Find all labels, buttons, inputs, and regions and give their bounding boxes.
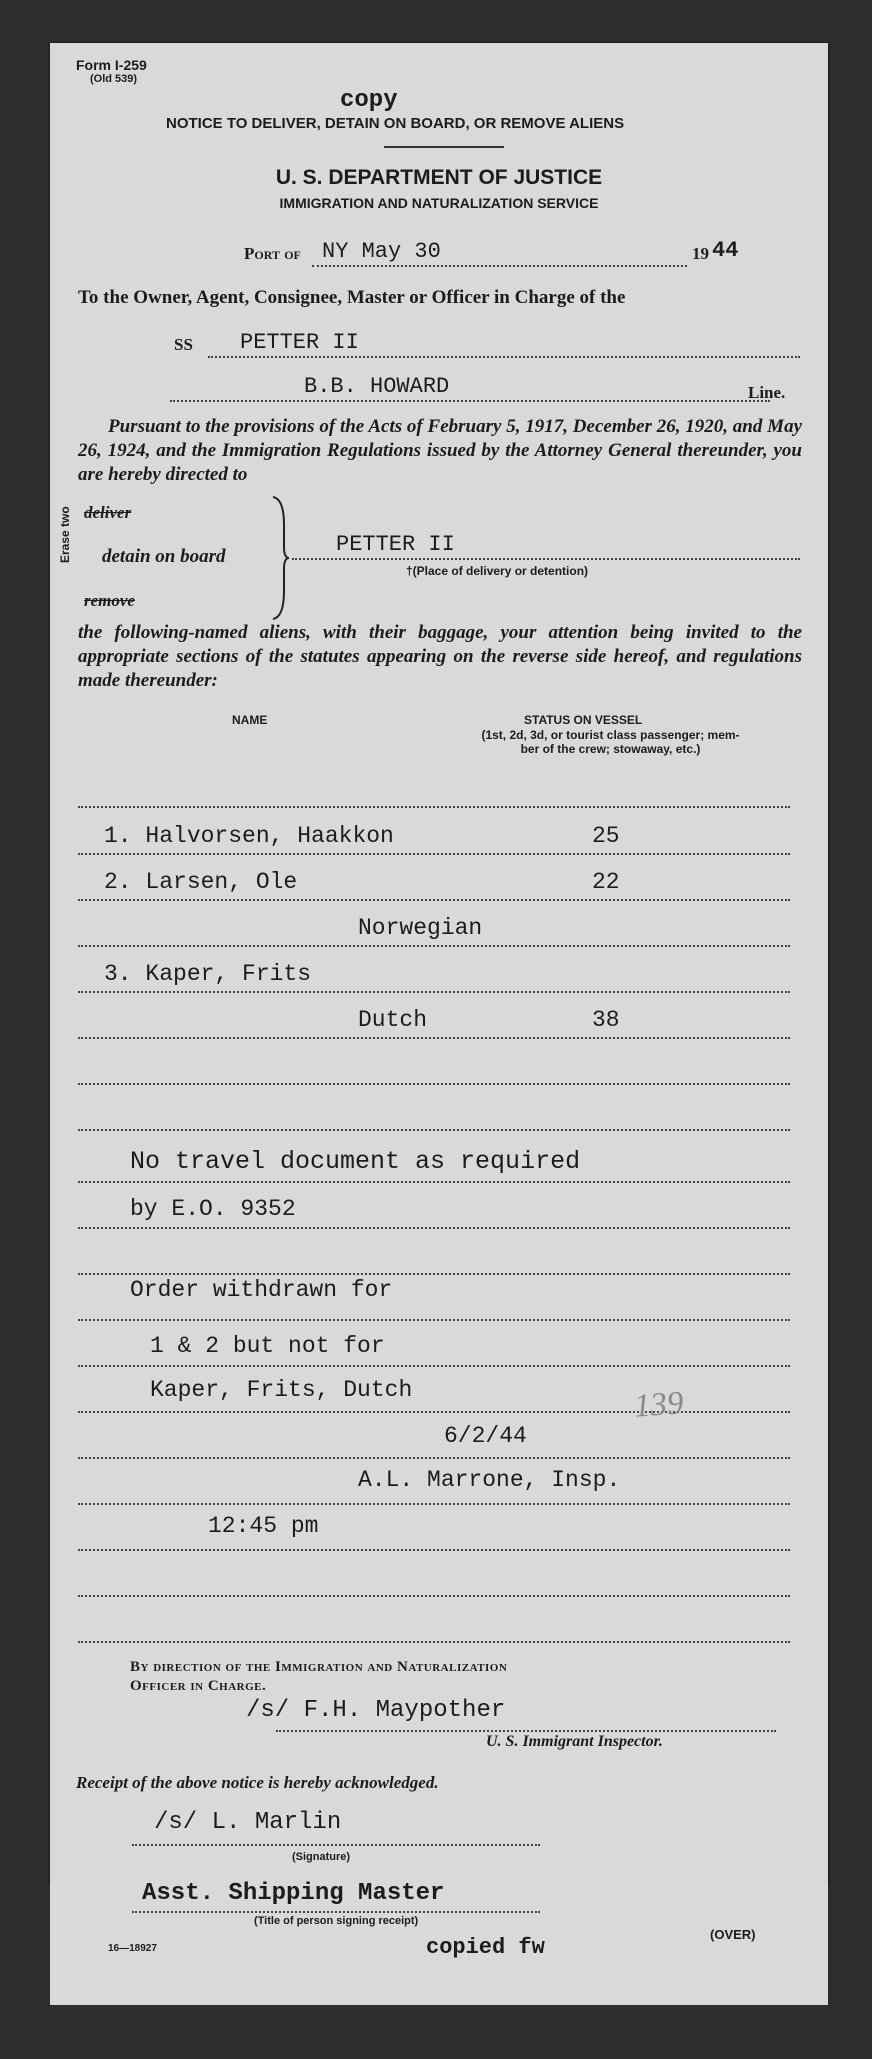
erase-two-label: Erase two [58, 506, 72, 563]
receipt-signature: /s/ L. Marlin [154, 1809, 342, 1836]
entry-1-age: 25 [592, 823, 620, 849]
department-name: U. S. DEPARTMENT OF JUSTICE [275, 166, 603, 189]
ss-label: SS [174, 335, 193, 354]
service-name: IMMIGRATION AND NATURALIZATION SERVICE [279, 195, 599, 211]
receipt-title: Asst. Shipping Master [142, 1880, 445, 1907]
direction-line-2: Officer in Charge. [130, 1678, 267, 1694]
form-number: Form I-259 [76, 57, 147, 73]
copied-note: copied fw [426, 1935, 545, 1960]
addressee-line: To the Owner, Agent, Consignee, Master or Officer in Charge of the [78, 287, 626, 308]
remark-5: Kaper, Frits, Dutch [150, 1377, 413, 1403]
remark-2: by E.O. 9352 [130, 1196, 296, 1222]
receipt-title-caption: (Title of person signing receipt) [254, 1915, 419, 1927]
signature-caption: (Signature) [292, 1851, 351, 1863]
year-prefix: 19 [692, 244, 709, 263]
entry-2-name: 2. Larsen, Ole [104, 869, 298, 895]
entry-3-age: 38 [592, 1007, 620, 1033]
receipt-acknowledgment: Receipt of the above notice is hereby acknowledged. [76, 1773, 439, 1792]
place-caption: †(Place of delivery or detention) [406, 564, 589, 578]
place-value: PETTER II [336, 532, 455, 557]
following-paragraph: the following-named aliens, with their baggage, your attention being invited to the appropriate sections of the statutes appearing on the reverse side hereof, and regulations made thereunder: [78, 622, 802, 691]
status-column-heading: STATUS ON VESSEL [524, 713, 643, 727]
form-old-number: (Old 539) [90, 73, 138, 85]
status-note-2: ber of the crew; stowaway, etc.) [520, 742, 701, 756]
form-page [50, 43, 828, 1885]
year-value: 44 [712, 238, 739, 263]
form-page-bottom [50, 1880, 828, 2005]
name-column-heading: NAME [232, 713, 268, 727]
entry-nationality-norwegian: Norwegian [358, 915, 483, 941]
port-date-value: NY May 30 [322, 239, 441, 264]
remark-1: No travel document as required [130, 1147, 581, 1176]
remark-inspector: A.L. Marrone, Insp. [358, 1467, 621, 1493]
remark-4: 1 & 2 but not for [150, 1333, 385, 1359]
option-brace [270, 495, 290, 621]
option-remove: remove [84, 591, 135, 610]
entry-3-name: 3. Kaper, Frits [104, 961, 312, 987]
line-name: B.B. HOWARD [304, 374, 450, 399]
line-label: Line. [748, 383, 786, 402]
status-note-1: (1st, 2d, 3d, or tourist class passenger; mem- [481, 728, 740, 742]
handwritten-mark: 139 [632, 1385, 685, 1425]
remark-3: Order withdrawn for [130, 1277, 393, 1303]
title-rule [384, 146, 504, 148]
port-label: Port of [244, 244, 301, 263]
inspector-title: U. S. Immigrant Inspector. [486, 1733, 663, 1750]
inspector-signature: /s/ F.H. Maypother [246, 1697, 506, 1724]
directive-paragraph: Pursuant to the provisions of the Acts of February 5, 1917, December 26, 1920, and May 26, 1924, and the Immigration Regulations issued by the Attorney General thereunder, you are hereby directed to [78, 416, 802, 485]
entry-3-nationality: Dutch [358, 1007, 428, 1033]
copy-stamp: copy [340, 87, 398, 114]
option-deliver: deliver [84, 503, 132, 522]
direction-line-1: By direction of the Immigration and Naturalization [130, 1659, 508, 1675]
remark-date: 6/2/44 [444, 1423, 527, 1449]
option-detain: detain on board [102, 546, 226, 567]
remark-time: 12:45 pm [208, 1513, 319, 1539]
over-label: (OVER) [710, 1927, 756, 1942]
notice-title: NOTICE TO DELIVER, DETAIN ON BOARD, OR REMOVE ALIENS [166, 115, 625, 132]
form-code: 16—18927 [108, 1943, 157, 1954]
entry-2-age: 22 [592, 869, 620, 895]
ship-name: PETTER II [240, 330, 359, 355]
entry-1-name: 1. Halvorsen, Haakkon [104, 823, 394, 849]
